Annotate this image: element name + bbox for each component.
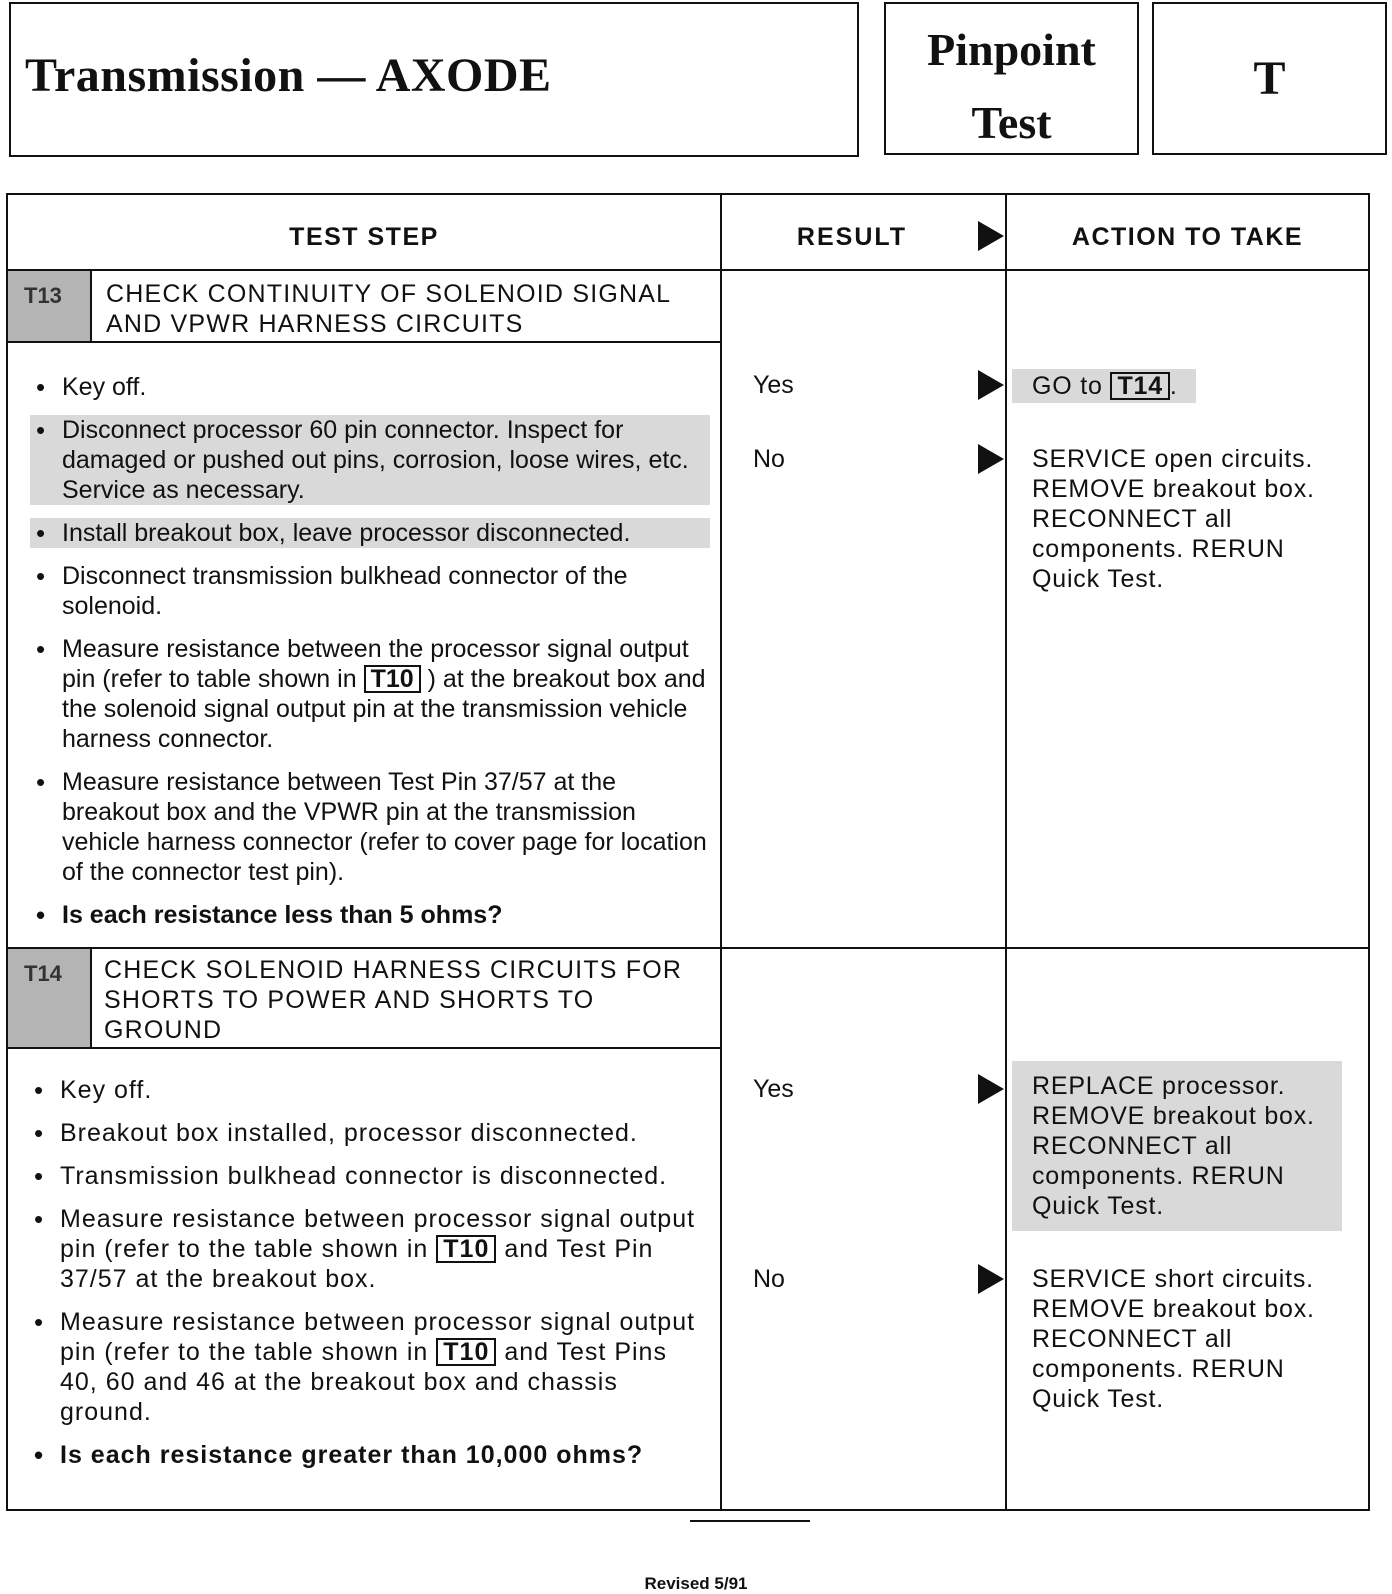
action-text: REPLACE processor. REMOVE breakout box. RECONNECT all components. RERUN Quick Test. [1012,1061,1342,1231]
step-title-line1: CHECK SOLENOID HARNESS CIRCUITS FOR [104,956,683,984]
step-title [106,279,671,339]
test-type-line1: Pinpoint [927,24,1096,75]
bullet-item: • Breakout box installed, processor disconnected. [28,1118,698,1148]
bullet-text: and Test Pin 37/57 at the breakout box. [60,1235,654,1293]
col-header-action: ACTION TO TAKE [1071,223,1304,251]
result-no: No [753,1265,785,1293]
col-header-test-step: TEST STEP [289,223,439,251]
bullet-item: • Transmission bulkhead connector is disconnected. [28,1161,698,1191]
action-goto [1012,369,1196,403]
step-id-divider [90,271,92,341]
result-arrow-icon [978,444,1004,474]
step-id-text: T13 [24,283,62,308]
step-title-line [8,1047,720,1049]
result-arrow-icon [978,370,1004,400]
pinpoint-table [6,193,1370,1511]
revision-footer: Revised 5/91 [644,1574,748,1593]
header-arrow-icon [978,221,1004,251]
test-type-line2: Test [971,97,1052,148]
bullet-item [30,634,710,754]
bullet-text: Measure resistance between processor signal output pin (refer to the table shown in [60,1205,696,1263]
divider [690,1520,810,1522]
header-row-line [8,269,1368,271]
step-id-divider [90,949,92,1047]
bullet-item: • Key off. [28,1075,698,1105]
bullet-text: Measure resistance between processor signal output pin (refer to the table shown in [60,1308,696,1366]
col-divider-2 [1005,195,1007,1509]
bullet-question: • Is each resistance greater than 10,000 ohms? [28,1440,698,1470]
result-arrow-icon [978,1074,1004,1104]
bullet-item: • Key off. [30,372,710,402]
result-no: No [753,445,785,473]
action-text: . [1169,372,1178,400]
step-title [104,955,682,1045]
step-reference: T10 [436,1235,496,1263]
step-id-badge [8,949,90,1047]
bullet-item: • Disconnect transmission bulkhead connector of the solenoid. [30,561,710,621]
bullet-text: ) at the breakout box and the solenoid signal output pin at the transmission vehicle harness connector. [62,665,706,753]
step-id-text: T14 [24,961,62,986]
action-text: SERVICE short circuits. REMOVE breakout box. RECONNECT all components. RERUN Quick Test. [1032,1265,1315,1413]
bullet-item [28,1307,698,1427]
step-reference: T10 [364,665,421,693]
header-test-type-box [884,2,1139,155]
bullet-question: • Is each resistance less than 5 ohms? [30,900,710,930]
step-title-line3: GROUND [104,1016,223,1044]
step-title-line1: CHECK CONTINUITY OF SOLENOID SIGNAL [106,280,672,308]
step-bullets [28,1075,698,1483]
col-divider-1 [720,195,722,1509]
bullet-item: • Measure resistance between Test Pin 37/57 at the breakout box and the VPWR pin at the transmission vehicle harness connector (refer to cover page for location of the connector test pin). [30,767,710,887]
action-text: GO to [1032,372,1103,400]
col-header-result: RESULT [796,223,908,251]
step-title-line2: AND VPWR HARNESS CIRCUITS [106,310,524,338]
bullet-item: • Install breakout box, leave processor disconnected. [30,518,710,548]
page-title: Transmission — AXODE [25,49,552,102]
step-bullets [30,372,710,943]
bullet-item: • Disconnect processor 60 pin connector. Inspect for damaged or pushed out pins, corrosion, loose wires, etc. Service as necessary. [30,415,710,505]
bullet-text: and Test Pins 40, 60 and 46 at the breakout box and chassis ground. [60,1338,667,1426]
step-id-badge [8,271,90,341]
action-text: SERVICE open circuits. REMOVE breakout box. RECONNECT all components. RERUN Quick Test. [1032,445,1315,593]
step-reference: T14 [1110,372,1169,400]
step-title-line2: SHORTS TO POWER AND SHORTS TO [104,986,595,1014]
step-reference: T10 [436,1338,496,1366]
header-title-box [9,2,859,157]
step-title-line [8,341,720,343]
bullet-item [28,1204,698,1294]
test-code: T [1253,52,1286,105]
result-yes: Yes [753,371,794,399]
header-code-box [1152,2,1387,155]
step-separator [8,947,1368,949]
result-arrow-icon [978,1264,1004,1294]
result-yes: Yes [753,1075,794,1103]
bullet-text: Measure resistance between the processor signal output pin (refer to table shown in [62,635,689,693]
